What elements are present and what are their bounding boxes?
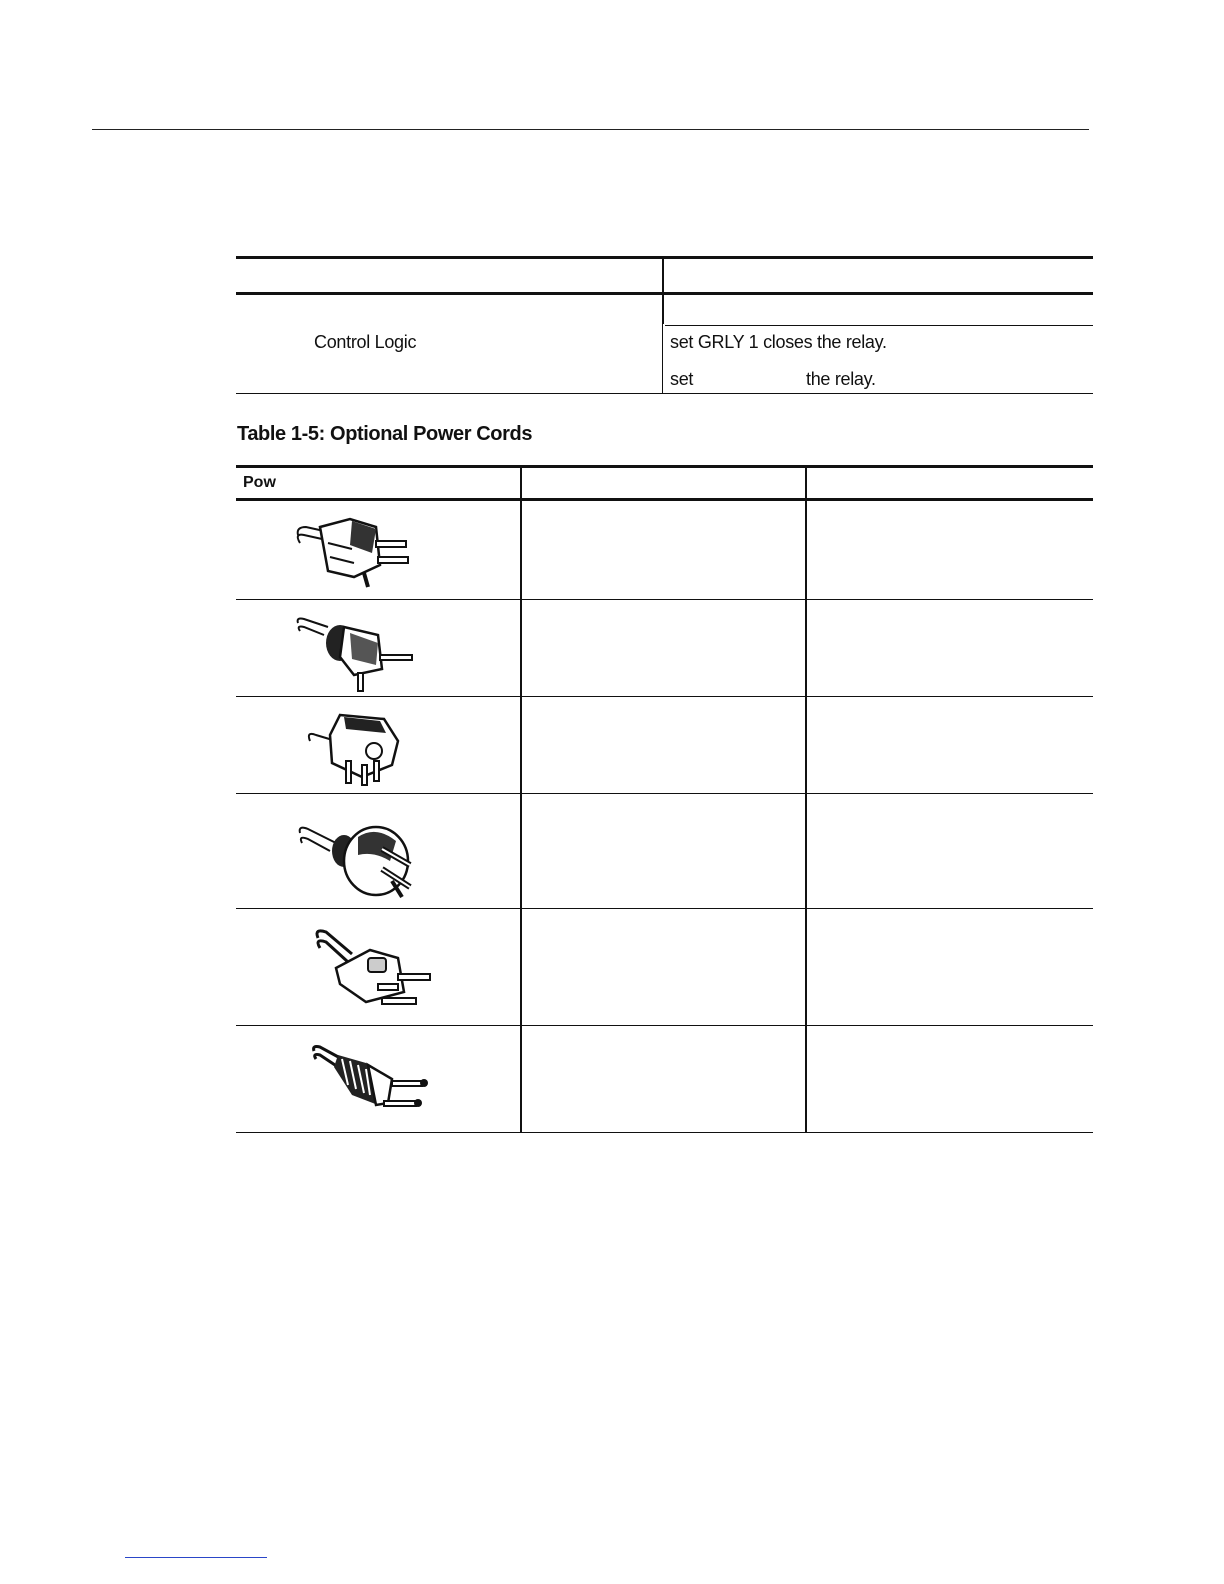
table-row-rule	[236, 908, 1093, 909]
table-row-rule	[665, 325, 1093, 326]
grly-close-text: set GRLY 1 closes the relay.	[670, 332, 887, 352]
power-cords-table	[236, 465, 1093, 1134]
column-divider	[662, 324, 663, 394]
uk-plug-icon	[306, 711, 416, 801]
table-row-rule	[236, 1025, 1093, 1026]
table-bottom-rule	[236, 1132, 1093, 1133]
table-caption: Table 1-5: Optional Power Cords	[237, 423, 533, 445]
table-header-rule	[236, 498, 1093, 501]
column-divider	[805, 465, 807, 1133]
table-top-rule	[236, 256, 1093, 259]
footer-link-underline[interactable]	[125, 1557, 267, 1558]
table-row-rule	[236, 599, 1093, 600]
european-plug-icon	[294, 613, 424, 693]
north-american-240v-plug-icon	[312, 928, 442, 1023]
north-american-plug-icon	[294, 513, 424, 593]
control-logic-table	[236, 256, 1093, 395]
column-divider	[662, 256, 664, 324]
column-header-plug: Pow	[243, 474, 276, 491]
table-header-rule	[236, 292, 1093, 295]
grly-open-text-start: set	[670, 369, 694, 389]
australian-plug-icon	[296, 821, 426, 901]
control-logic-label: Control Logic	[314, 332, 417, 352]
table-bottom-rule	[236, 393, 1093, 394]
column-divider	[520, 465, 522, 1133]
table-top-rule	[236, 465, 1093, 468]
swiss-plug-icon	[312, 1045, 442, 1125]
grly-open-text-end: the relay.	[806, 369, 876, 389]
table-row-rule	[236, 696, 1093, 697]
header-rule	[92, 129, 1089, 130]
